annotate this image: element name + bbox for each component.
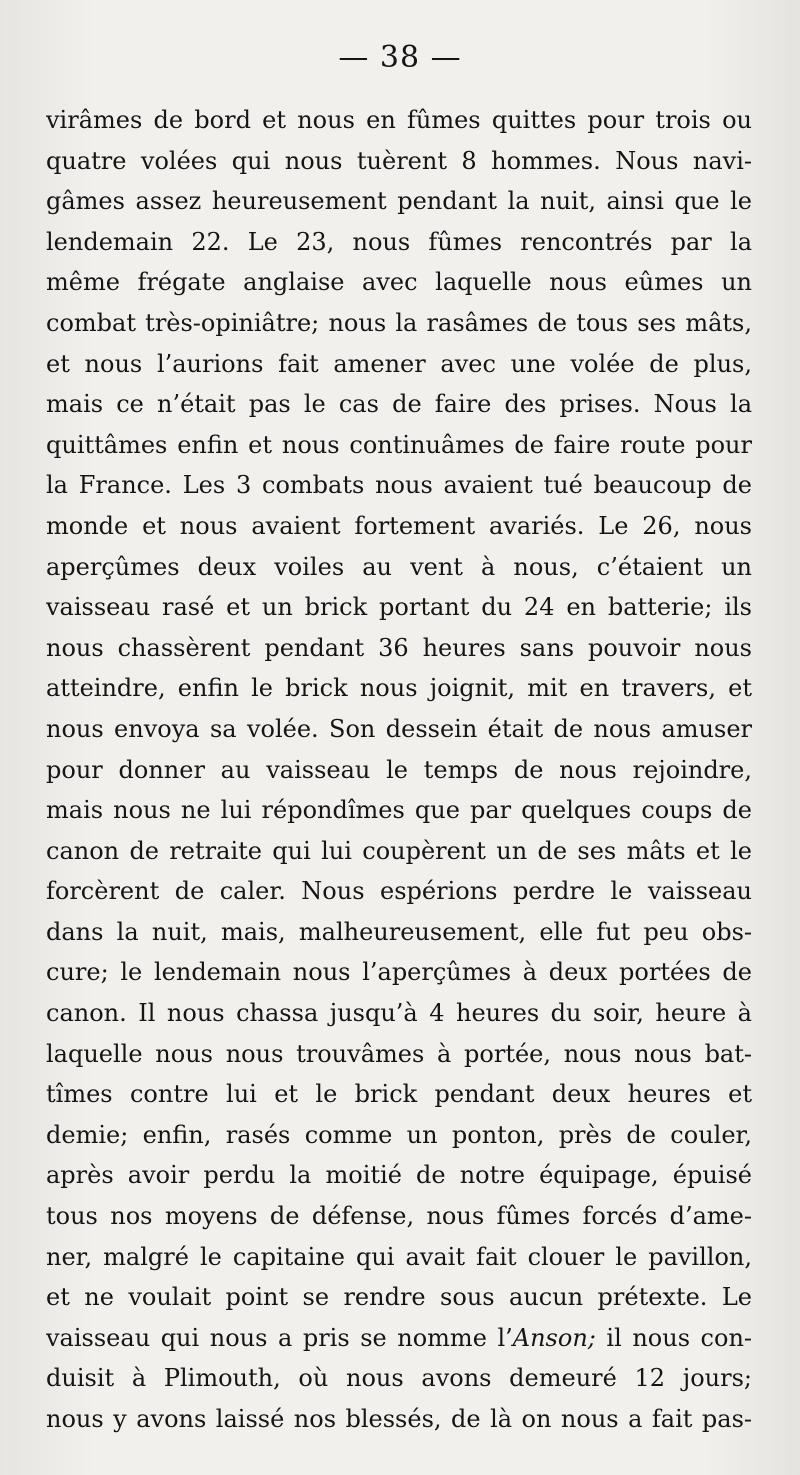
text-line: duisit à Plimouth, où nous avons demeuré 12 jours; xyxy=(46,1364,752,1393)
text-segment: vaisseau qui nous a pris se nomme l’ xyxy=(46,1323,513,1352)
text-line: ner, malgré le capitaine qui avait fait clouer le pavillon, xyxy=(46,1242,752,1271)
text-line: et nous l’aurions fait amener avec une volée de plus, xyxy=(46,349,752,378)
text-line: quittâmes enfin et nous continuâmes de faire route pour xyxy=(46,430,752,459)
text-line: demie; enfin, rasés comme un ponton, près de couler, xyxy=(46,1120,752,1149)
text-line: virâmes de bord et nous en fûmes quittes pour trois ou xyxy=(46,106,752,134)
text-line: tîmes contre lui et le brick pendant deux heures et xyxy=(46,1080,752,1109)
text-line: canon de retraite qui lui coupèrent un de ses mâts et le xyxy=(46,836,752,865)
text-line: la France. Les 3 combats nous avaient tué beaucoup de xyxy=(46,471,752,500)
text-line: pour donner au vaisseau le temps de nous rejoindre, xyxy=(46,755,752,784)
text-line: mais ce n’était pas le cas de faire des prises. Nous la xyxy=(46,390,752,419)
text-line: après avoir perdu la moitié de notre équipage, épuisé xyxy=(46,1161,752,1190)
text-line: gâmes assez heureusement pendant la nuit, ainsi que le xyxy=(46,187,752,216)
text-line: canon. Il nous chassa jusqu’à 4 heures du soir, heure à xyxy=(46,999,752,1028)
text-line: tous nos moyens de défense, nous fûmes forcés d’ame- xyxy=(46,1202,752,1231)
text-line: combat très-opiniâtre; nous la rasâmes de tous ses mâts, xyxy=(46,308,752,337)
text-line: aperçûmes deux voiles au vent à nous, c’étaient un xyxy=(46,552,752,581)
page-body xyxy=(46,100,752,1440)
text-line: nous y avons laissé nos blessés, de là on nous a fait pas- xyxy=(46,1405,752,1433)
text-line: nous chassèrent pendant 36 heures sans pouvoir nous xyxy=(46,633,752,662)
text-line: atteindre, enfin le brick nous joignit, mit en travers, et xyxy=(46,674,752,703)
text-line: même frégate anglaise avec laquelle nous eûmes un xyxy=(46,268,752,297)
text-line: laquelle nous nous trouvâmes à portée, nous nous bat- xyxy=(46,1039,752,1068)
text-segment: il nous con- xyxy=(595,1323,752,1352)
text-line: quatre volées qui nous tuèrent 8 hommes. Nous navi- xyxy=(46,146,752,175)
text-line: mais nous ne lui répondîmes que par quelques coups de xyxy=(46,796,752,825)
text-line: et ne voulait point se rendre sous aucun prétexte. Le xyxy=(46,1283,752,1312)
text-line: nous envoya sa volée. Son dessein était de nous amuser xyxy=(46,714,752,743)
text-line: lendemain 22. Le 23, nous fûmes rencontrés par la xyxy=(46,227,752,256)
text-line: monde et nous avaient fortement avariés. Le 26, nous xyxy=(46,511,752,540)
text-line: dans la nuit, mais, malheureusement, elle fut peu obs- xyxy=(46,917,752,946)
ship-name: Anson; xyxy=(512,1323,596,1352)
text-line-ship-name xyxy=(46,1318,752,1359)
page-number: — 38 — xyxy=(338,40,462,75)
text-line: vaisseau rasé et un brick portant du 24 en batterie; ils xyxy=(46,593,752,622)
text-line: cure; le lendemain nous l’aperçûmes à deux portées de xyxy=(46,958,752,987)
text-line: forcèrent de caler. Nous espérions perdre le vaisseau xyxy=(46,877,752,906)
